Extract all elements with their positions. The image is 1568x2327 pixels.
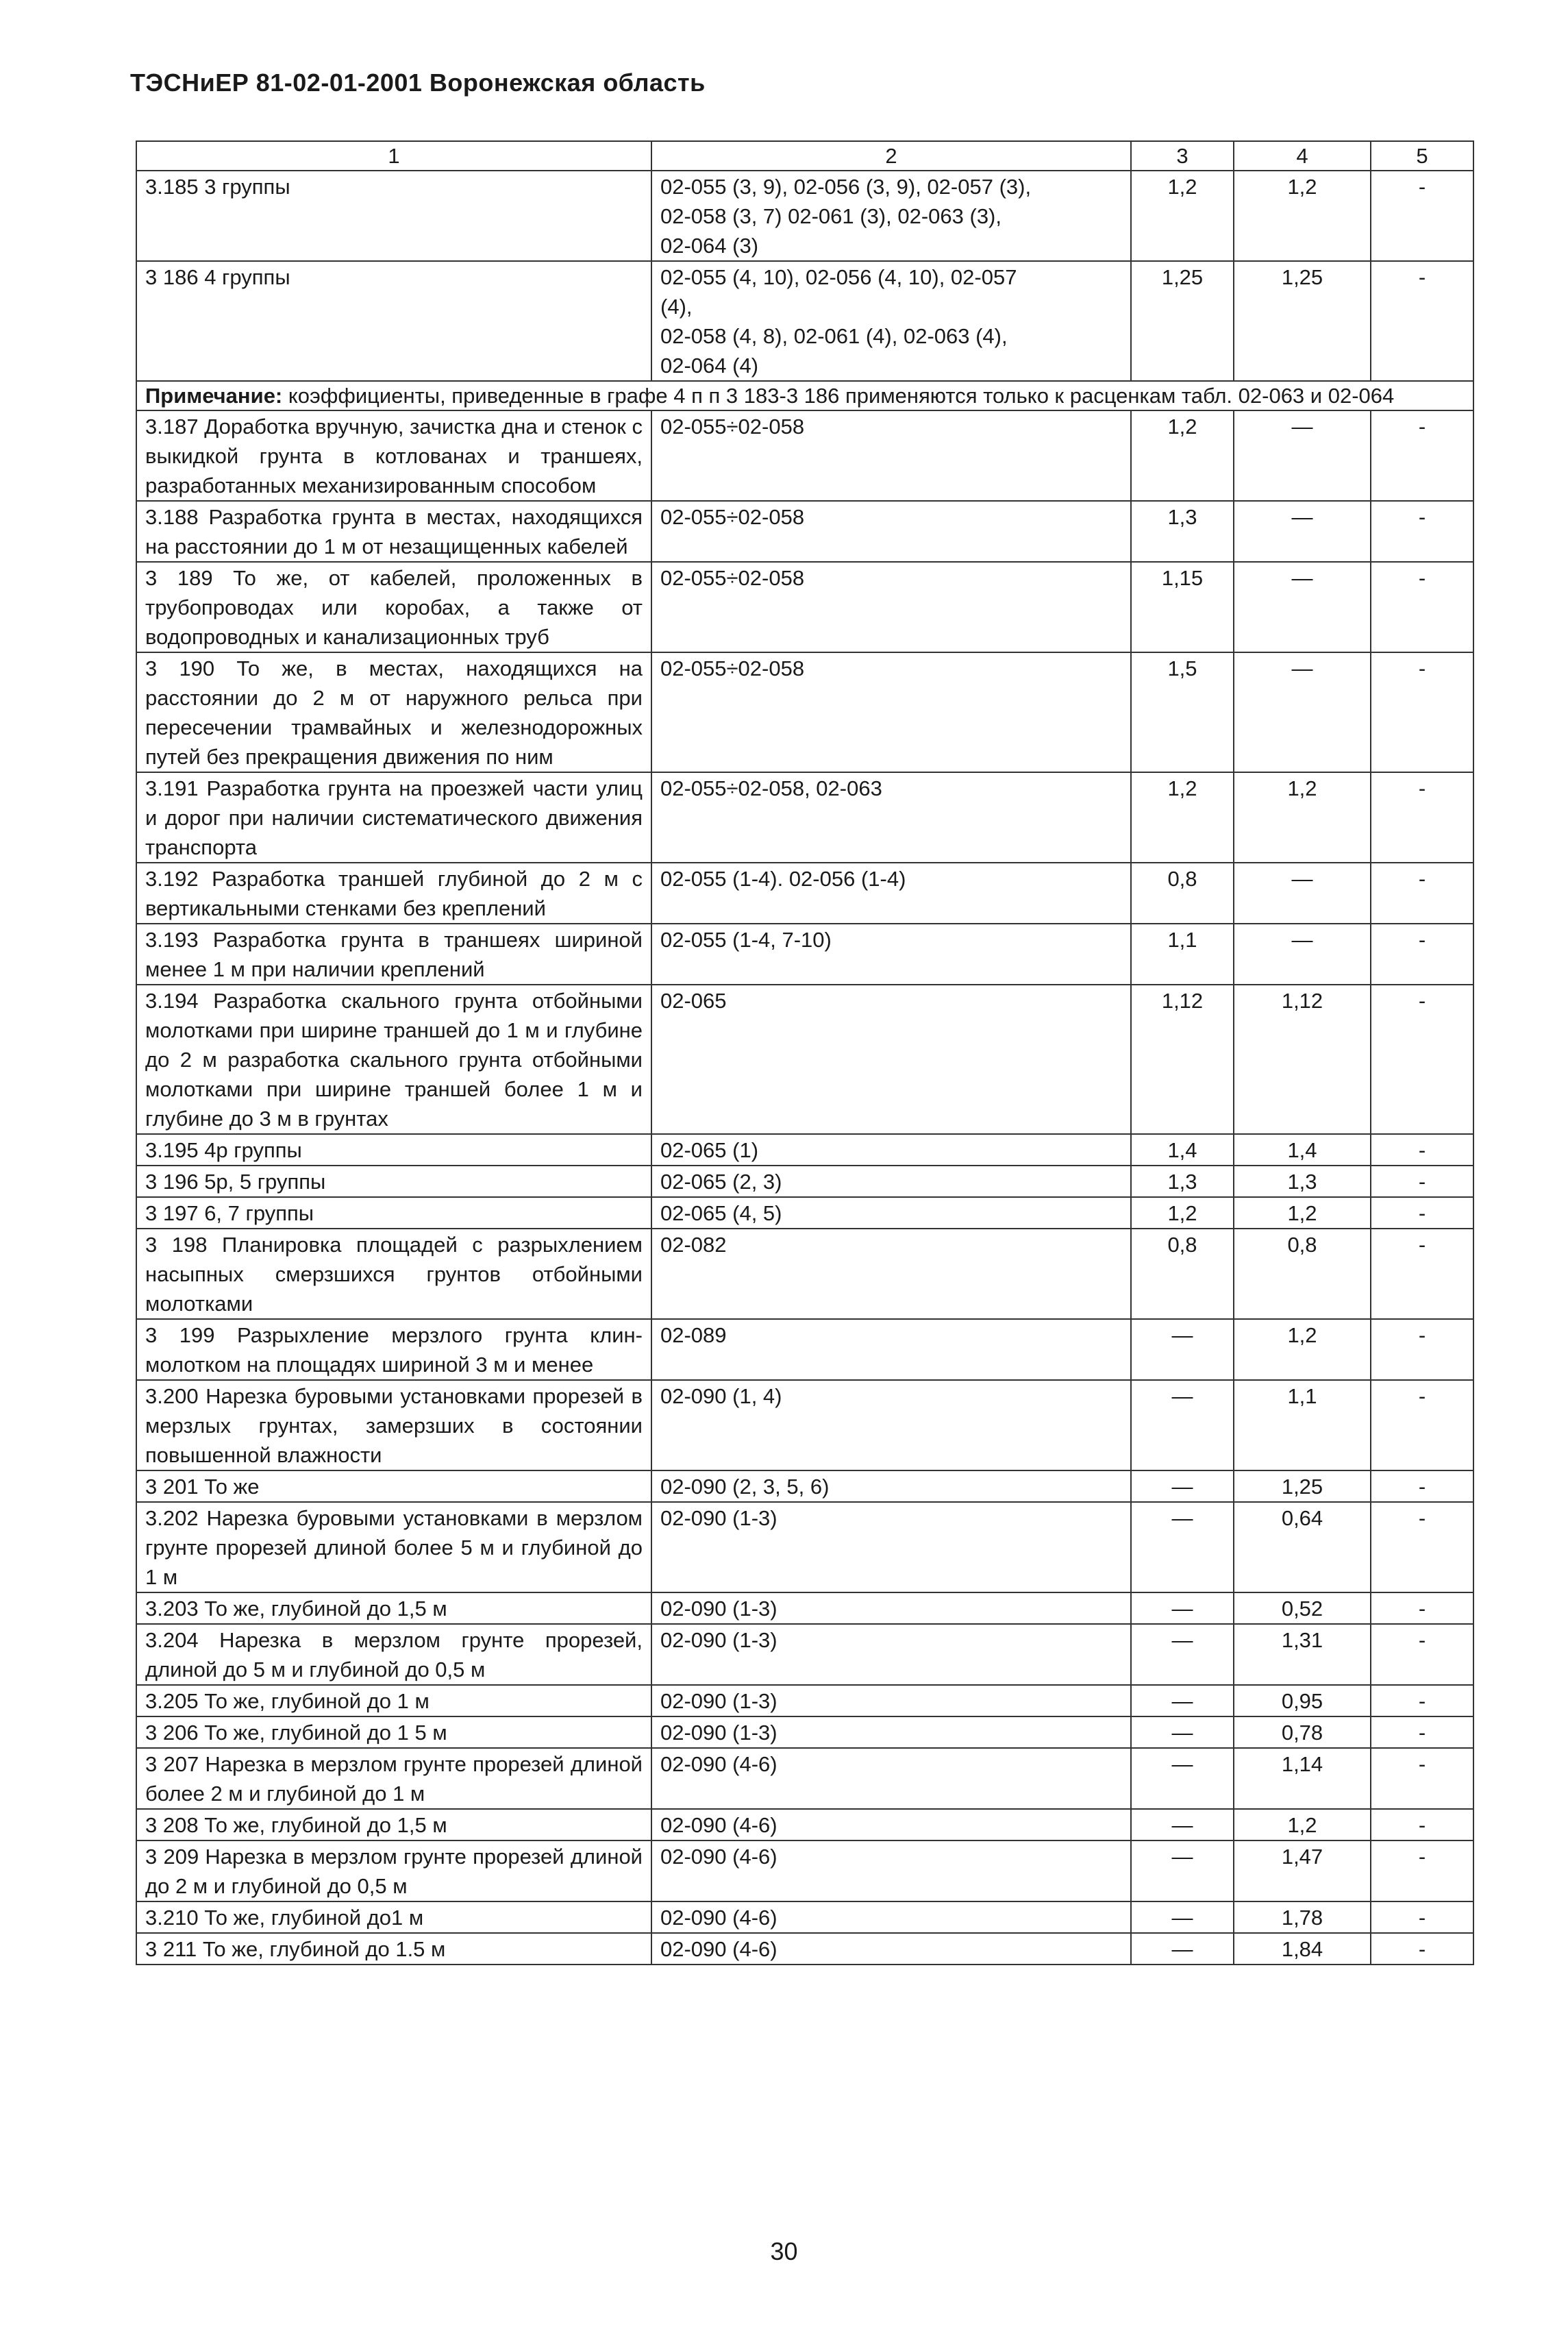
- coefficient-col3: 1,2: [1131, 1197, 1234, 1229]
- coefficient-col4: 1,2: [1234, 772, 1371, 863]
- coefficient-col3: 1,2: [1131, 410, 1234, 501]
- coefficient-col3: —: [1131, 1319, 1234, 1380]
- coefficient-col5: -: [1371, 171, 1473, 261]
- coefficient-col5: -: [1371, 1901, 1473, 1933]
- coefficient-col5: -: [1371, 1933, 1473, 1965]
- work-description: 3 206 То же, глубиной до 1 5 м: [136, 1716, 651, 1748]
- work-description: 3.210 То же, глубиной до1 м: [136, 1901, 651, 1933]
- coefficient-col3: 1,2: [1131, 171, 1234, 261]
- coefficient-col4: 1,2: [1234, 1197, 1371, 1229]
- coefficient-col3: 1,1: [1131, 924, 1234, 985]
- rate-code-line: 02-055 (3, 9), 02-056 (3, 9), 02-057 (3),: [660, 175, 1032, 199]
- work-description: 3.191 Разработка грунта на проезжей части улиц и дорог при наличии систематического движения транспорта: [136, 772, 651, 863]
- work-description: 3 189 То же, от кабелей, проложенных в трубопроводах или коробах, а также от водопроводных и канализационных труб: [136, 562, 651, 652]
- coefficient-col4: 1,3: [1234, 1166, 1371, 1197]
- coefficient-col4: 1,2: [1234, 171, 1371, 261]
- coefficient-col3: —: [1131, 1470, 1234, 1502]
- table-row: [136, 501, 1473, 562]
- table-row: [136, 924, 1473, 985]
- coefficient-col5: -: [1371, 1685, 1473, 1716]
- table-row: [136, 1748, 1473, 1809]
- table-row: [136, 1901, 1473, 1933]
- coefficient-col4: 1,14: [1234, 1748, 1371, 1809]
- work-description: 3 201 То же: [136, 1470, 651, 1502]
- coefficient-col3: 1,25: [1131, 261, 1234, 381]
- coefficient-col4: 0,95: [1234, 1685, 1371, 1716]
- work-description: 3 196 5р, 5 группы: [136, 1166, 651, 1197]
- rate-code-line: 02-058 (3, 7) 02-061 (3), 02-063 (3),: [660, 204, 1001, 228]
- rate-code: 02-055÷02-058: [651, 501, 1131, 562]
- coefficient-col4: 1,2: [1234, 1319, 1371, 1380]
- work-description: 3 208 То же, глубиной до 1,5 м: [136, 1809, 651, 1840]
- table-row: [136, 1592, 1473, 1624]
- coefficient-col4: 0,78: [1234, 1716, 1371, 1748]
- work-description: 3 190 То же, в местах, находящихся на расстоянии до 2 м от наружного рельса при пересечении трамвайных и железнодорожных путей без прекращения движения по ним: [136, 652, 651, 772]
- rate-code: 02-055÷02-058, 02-063: [651, 772, 1131, 863]
- table-row: [136, 171, 1473, 261]
- coefficient-col4: 1,1: [1234, 1380, 1371, 1470]
- work-description: 3.203 То же, глубиной до 1,5 м: [136, 1592, 651, 1624]
- rate-code: 02-090 (1-3): [651, 1716, 1131, 1748]
- table-row: [136, 1685, 1473, 1716]
- rate-code: 02-090 (4-6): [651, 1840, 1131, 1901]
- rate-code: 02-065 (1): [651, 1134, 1131, 1166]
- coefficient-col3: —: [1131, 1933, 1234, 1965]
- table-row: [136, 652, 1473, 772]
- rate-code: 02-055÷02-058: [651, 410, 1131, 501]
- work-description: 3.188 Разработка грунта в местах, находящихся на расстоянии до 1 м от незащищенных кабелей: [136, 501, 651, 562]
- table-row: [136, 1809, 1473, 1840]
- rate-code: 02-055÷02-058: [651, 562, 1131, 652]
- rate-code: 02-065 (2, 3): [651, 1166, 1131, 1197]
- coefficient-col4: 0,8: [1234, 1229, 1371, 1319]
- rate-code: 02-090 (1-3): [651, 1624, 1131, 1685]
- coefficient-col5: -: [1371, 985, 1473, 1134]
- work-description: 3.195 4р группы: [136, 1134, 651, 1166]
- work-description: 3 209 Нарезка в мерзлом грунте прорезей длиной до 2 м и глубиной до 0,5 м: [136, 1840, 651, 1901]
- coefficient-col4: 1,31: [1234, 1624, 1371, 1685]
- work-description: 3.200 Нарезка буровыми установками прорезей в мерзлых грунтах, замерзших в состоянии повышенной влажности: [136, 1380, 651, 1470]
- coefficient-col5: -: [1371, 1716, 1473, 1748]
- table-row: [136, 1197, 1473, 1229]
- coefficient-col3: 0,8: [1131, 1229, 1234, 1319]
- coefficient-col5: -: [1371, 1319, 1473, 1380]
- coefficient-col3: 1,12: [1131, 985, 1234, 1134]
- coefficient-col5: -: [1371, 410, 1473, 501]
- rate-code: 02-082: [651, 1229, 1131, 1319]
- coefficient-col3: 1,3: [1131, 1166, 1234, 1197]
- coefficient-col4: 1,84: [1234, 1933, 1371, 1965]
- coefficient-col5: -: [1371, 1134, 1473, 1166]
- work-description: 3 198 Планировка площадей с разрыхлением насыпных смерзшихся грунтов отбойными молотками: [136, 1229, 651, 1319]
- work-description: 3.193 Разработка грунта в траншеях шириной менее 1 м при наличии креплений: [136, 924, 651, 985]
- work-description: 3.185 3 группы: [136, 171, 651, 261]
- work-description: 3.202 Нарезка буровыми установками в мерзлом грунте прорезей длиной более 5 м и глубиной до 1 м: [136, 1502, 651, 1592]
- table-header-row: [136, 141, 1473, 171]
- coefficient-col3: 1,15: [1131, 562, 1234, 652]
- coefficient-col5: -: [1371, 772, 1473, 863]
- coefficient-col4: —: [1234, 924, 1371, 985]
- page-number: 30: [770, 2237, 798, 2265]
- coefficient-col3: 0,8: [1131, 863, 1234, 924]
- coefficient-col4: —: [1234, 652, 1371, 772]
- rate-code: 02-090 (4-6): [651, 1933, 1131, 1965]
- header-cell-2: 2: [651, 141, 1131, 171]
- table-row: [136, 1134, 1473, 1166]
- table-row: [136, 863, 1473, 924]
- work-description: 3 197 6, 7 группы: [136, 1197, 651, 1229]
- work-description: 3.194 Разработка скального грунта отбойными молотками при ширине траншей до 1 м и глубине до 2 м разработка скального грунта отбойными молотками при ширине траншей более 1 м и глубине до 3 м в грунтах: [136, 985, 651, 1134]
- coefficient-col3: —: [1131, 1716, 1234, 1748]
- rate-code-line: 02-064 (4): [660, 354, 759, 378]
- note-text: коэффициенты, приведенные в графе 4 п п 3 183-3 186 применяются только к расценкам табл. 02-063 и 02-064: [282, 384, 1395, 408]
- note-label: Примечание:: [145, 384, 283, 408]
- coefficient-col4: —: [1234, 501, 1371, 562]
- coefficient-col5: -: [1371, 1470, 1473, 1502]
- note-row: [136, 381, 1473, 410]
- work-description: 3 211 То же, глубиной до 1.5 м: [136, 1933, 651, 1965]
- coefficient-col4: 1,12: [1234, 985, 1371, 1134]
- coefficient-col5: -: [1371, 863, 1473, 924]
- rate-code-line: (4),: [660, 295, 693, 319]
- coefficient-col4: 0,52: [1234, 1592, 1371, 1624]
- rate-code-line: 02-055 (4, 10), 02-056 (4, 10), 02-057: [660, 265, 1017, 289]
- rate-code-line: 02-058 (4, 8), 02-061 (4), 02-063 (4),: [660, 324, 1008, 348]
- rate-code: 02-090 (4-6): [651, 1901, 1131, 1933]
- coefficient-col3: —: [1131, 1901, 1234, 1933]
- work-description: 3 199 Разрыхление мерзлого грунта клин-молотком на площадях шириной 3 м и менее: [136, 1319, 651, 1380]
- table-row: [136, 1933, 1473, 1965]
- coefficient-col5: -: [1371, 501, 1473, 562]
- coefficient-col4: —: [1234, 562, 1371, 652]
- rate-code: 02-090 (1, 4): [651, 1380, 1131, 1470]
- rate-code: 02-089: [651, 1319, 1131, 1380]
- rate-code: 02-090 (1-3): [651, 1592, 1131, 1624]
- coefficient-col3: —: [1131, 1380, 1234, 1470]
- rate-codes: [651, 171, 1131, 261]
- work-description: 3.204 Нарезка в мерзлом грунте прорезей, длиной до 5 м и глубиной до 0,5 м: [136, 1624, 651, 1685]
- rate-code: 02-090 (1-3): [651, 1502, 1131, 1592]
- table-note: [136, 381, 1473, 410]
- work-description: 3.192 Разработка траншей глубиной до 2 м с вертикальными стенками без креплений: [136, 863, 651, 924]
- work-description: 3.205 То же, глубиной до 1 м: [136, 1685, 651, 1716]
- table-row: [136, 1166, 1473, 1197]
- coefficient-col4: 1,78: [1234, 1901, 1371, 1933]
- coefficient-col5: -: [1371, 1592, 1473, 1624]
- coefficient-col3: —: [1131, 1748, 1234, 1809]
- rate-code: 02-065 (4, 5): [651, 1197, 1131, 1229]
- coefficient-col5: -: [1371, 261, 1473, 381]
- coefficient-col3: 1,5: [1131, 652, 1234, 772]
- coefficient-col5: -: [1371, 1502, 1473, 1592]
- coefficient-col3: —: [1131, 1840, 1234, 1901]
- coefficient-col4: 1,47: [1234, 1840, 1371, 1901]
- coefficient-col5: -: [1371, 562, 1473, 652]
- coefficient-col5: -: [1371, 1809, 1473, 1840]
- table-row: [136, 1319, 1473, 1380]
- header-cell-5: 5: [1371, 141, 1473, 171]
- coefficient-col5: -: [1371, 1380, 1473, 1470]
- rate-code: 02-055÷02-058: [651, 652, 1131, 772]
- coefficient-col4: 0,64: [1234, 1502, 1371, 1592]
- table-row: [136, 1502, 1473, 1592]
- table-row: [136, 1380, 1473, 1470]
- header-cell-4: 4: [1234, 141, 1371, 171]
- coefficient-col3: 1,4: [1131, 1134, 1234, 1166]
- coefficient-col4: —: [1234, 410, 1371, 501]
- coefficient-col5: -: [1371, 1229, 1473, 1319]
- coefficient-col3: —: [1131, 1685, 1234, 1716]
- table-row: [136, 1624, 1473, 1685]
- table-row: [136, 1229, 1473, 1319]
- table-row: [136, 1470, 1473, 1502]
- table-row: [136, 410, 1473, 501]
- table-row: [136, 772, 1473, 863]
- coefficient-col3: —: [1131, 1592, 1234, 1624]
- rate-code: 02-090 (4-6): [651, 1748, 1131, 1809]
- coefficient-col3: 1,2: [1131, 772, 1234, 863]
- coefficient-col5: -: [1371, 1166, 1473, 1197]
- coefficient-col5: -: [1371, 1624, 1473, 1685]
- document-title: ТЭСНиЕР 81-02-01-2001 Воронежская область: [130, 69, 706, 97]
- work-description: 3 207 Нарезка в мерзлом грунте прорезей длиной более 2 м и глубиной до 1 м: [136, 1748, 651, 1809]
- coefficient-col3: —: [1131, 1809, 1234, 1840]
- coefficient-col5: -: [1371, 652, 1473, 772]
- header-cell-1: 1: [136, 141, 651, 171]
- table-row: [136, 562, 1473, 652]
- coefficient-col5: -: [1371, 1197, 1473, 1229]
- rate-codes: [651, 261, 1131, 381]
- coefficient-col4: —: [1234, 863, 1371, 924]
- coefficient-col3: —: [1131, 1624, 1234, 1685]
- coefficient-col5: -: [1371, 1748, 1473, 1809]
- rate-code: 02-090 (2, 3, 5, 6): [651, 1470, 1131, 1502]
- rate-code: 02-090 (1-3): [651, 1685, 1131, 1716]
- coefficient-col4: 1,4: [1234, 1134, 1371, 1166]
- coefficient-col5: -: [1371, 1840, 1473, 1901]
- rate-code: 02-065: [651, 985, 1131, 1134]
- rate-code: 02-055 (1-4). 02-056 (1-4): [651, 863, 1131, 924]
- coefficients-table: [136, 140, 1474, 1965]
- coefficient-col4: 1,25: [1234, 261, 1371, 381]
- rate-code-line: 02-064 (3): [660, 234, 759, 258]
- table-row: [136, 985, 1473, 1134]
- coefficient-col4: 1,25: [1234, 1470, 1371, 1502]
- rate-code: 02-055 (1-4, 7-10): [651, 924, 1131, 985]
- coefficient-col3: 1,3: [1131, 501, 1234, 562]
- rate-code: 02-090 (4-6): [651, 1809, 1131, 1840]
- header-cell-3: 3: [1131, 141, 1234, 171]
- table-row: [136, 1716, 1473, 1748]
- work-description: 3.187 Доработка вручную, зачистка дна и стенок с выкидкой грунта в котлованах и траншеях, разработанных механизированным способом: [136, 410, 651, 501]
- work-description: 3 186 4 группы: [136, 261, 651, 381]
- table-row: [136, 1840, 1473, 1901]
- coefficient-col4: 1,2: [1234, 1809, 1371, 1840]
- coefficient-col3: —: [1131, 1502, 1234, 1592]
- coefficient-col5: -: [1371, 924, 1473, 985]
- table-row: [136, 261, 1473, 381]
